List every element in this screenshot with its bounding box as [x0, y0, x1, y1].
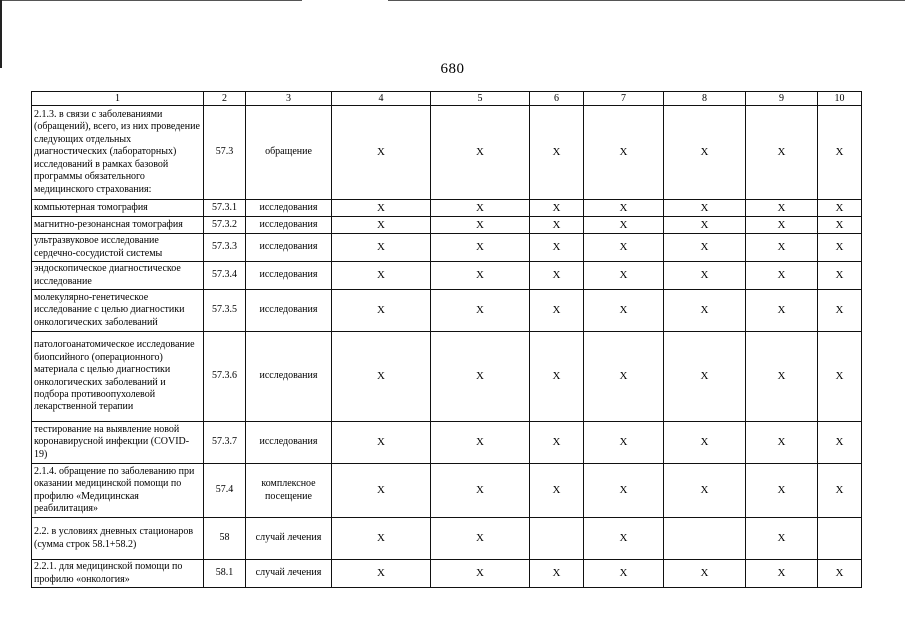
- column-header: 10: [818, 92, 862, 106]
- page-edge-mark: [0, 0, 2, 68]
- cell-mark: X: [746, 332, 818, 422]
- cell-mark: X: [746, 422, 818, 464]
- row-unit: исследования: [246, 234, 332, 262]
- cell-mark: X: [530, 464, 584, 518]
- cell-mark: X: [746, 560, 818, 588]
- row-name: 2.1.4. обращение по заболеванию при оказании медицинской помощи по профилю «Медицинская реабилитация»: [32, 464, 204, 518]
- cell-mark: X: [664, 200, 746, 217]
- cell-mark: X: [584, 262, 664, 290]
- cell-mark: [530, 518, 584, 560]
- row-unit: исследования: [246, 332, 332, 422]
- cell-mark: X: [332, 217, 431, 234]
- column-header: 8: [664, 92, 746, 106]
- row-code: 57.3.1: [204, 200, 246, 217]
- cell-mark: X: [530, 217, 584, 234]
- table-row: [32, 106, 862, 200]
- row-name: 2.1.3. в связи с заболеваниями (обращений), всего, из них проведение следующих отдельных диагностических (лабораторных) исследований в рамках базовой программы обязательного медицинского страхования:: [32, 106, 204, 200]
- row-name: магнитно-резонансная томография: [32, 217, 204, 234]
- cell-mark: X: [584, 106, 664, 200]
- cell-mark: X: [431, 217, 530, 234]
- cell-mark: X: [530, 332, 584, 422]
- cell-mark: X: [664, 106, 746, 200]
- cell-mark: [664, 518, 746, 560]
- cell-mark: X: [664, 234, 746, 262]
- row-code: 57.4: [204, 464, 246, 518]
- column-header: 4: [332, 92, 431, 106]
- cell-mark: X: [431, 262, 530, 290]
- cell-mark: X: [664, 332, 746, 422]
- header-row: [32, 92, 862, 106]
- column-header: 9: [746, 92, 818, 106]
- column-header: 2: [204, 92, 246, 106]
- cell-mark: X: [332, 332, 431, 422]
- cell-mark: X: [530, 234, 584, 262]
- cell-mark: X: [431, 234, 530, 262]
- cell-mark: X: [584, 422, 664, 464]
- cell-mark: X: [818, 106, 862, 200]
- row-name: компьютерная томография: [32, 200, 204, 217]
- cell-mark: X: [530, 422, 584, 464]
- cell-mark: X: [664, 262, 746, 290]
- cell-mark: X: [664, 422, 746, 464]
- row-unit: исследования: [246, 422, 332, 464]
- cell-mark: X: [818, 234, 862, 262]
- row-unit: исследования: [246, 217, 332, 234]
- table-row: [32, 290, 862, 332]
- cell-mark: X: [530, 560, 584, 588]
- cell-mark: X: [746, 217, 818, 234]
- row-name: эндоскопическое диагностическое исследование: [32, 262, 204, 290]
- cell-mark: X: [332, 290, 431, 332]
- cell-mark: X: [332, 422, 431, 464]
- cell-mark: X: [431, 464, 530, 518]
- cell-mark: X: [746, 518, 818, 560]
- cell-mark: X: [746, 200, 818, 217]
- row-code: 57.3: [204, 106, 246, 200]
- cell-mark: X: [746, 234, 818, 262]
- cell-mark: X: [584, 217, 664, 234]
- cell-mark: X: [584, 560, 664, 588]
- top-rule-left: [0, 0, 302, 1]
- cell-mark: X: [530, 200, 584, 217]
- cell-mark: X: [818, 217, 862, 234]
- cell-mark: X: [746, 262, 818, 290]
- cell-mark: X: [818, 464, 862, 518]
- cell-mark: X: [664, 560, 746, 588]
- table-row: [32, 262, 862, 290]
- cell-mark: X: [332, 560, 431, 588]
- row-name: 2.2. в условиях дневных стационаров (сумма строк 58.1+58.2): [32, 518, 204, 560]
- row-unit: случай лечения: [246, 560, 332, 588]
- cell-mark: X: [584, 464, 664, 518]
- row-unit: обращение: [246, 106, 332, 200]
- row-unit: исследования: [246, 200, 332, 217]
- column-header: 3: [246, 92, 332, 106]
- row-code: 57.3.7: [204, 422, 246, 464]
- row-name: 2.2.1. для медицинской помощи по профилю «онкология»: [32, 560, 204, 588]
- cell-mark: X: [664, 290, 746, 332]
- table-row: [32, 422, 862, 464]
- row-unit: исследования: [246, 262, 332, 290]
- row-unit: комплексное посещение: [246, 464, 332, 518]
- cell-mark: X: [746, 106, 818, 200]
- table-row: [32, 518, 862, 560]
- row-code: 57.3.6: [204, 332, 246, 422]
- cell-mark: X: [746, 464, 818, 518]
- cell-mark: X: [530, 262, 584, 290]
- row-unit: случай лечения: [246, 518, 332, 560]
- cell-mark: X: [584, 518, 664, 560]
- data-table: [31, 91, 862, 588]
- column-header: 5: [431, 92, 530, 106]
- cell-mark: X: [530, 106, 584, 200]
- cell-mark: X: [332, 200, 431, 217]
- table-row: [32, 332, 862, 422]
- cell-mark: X: [332, 106, 431, 200]
- cell-mark: X: [818, 332, 862, 422]
- row-code: 58.1: [204, 560, 246, 588]
- table-row: [32, 217, 862, 234]
- column-header: 7: [584, 92, 664, 106]
- cell-mark: X: [332, 464, 431, 518]
- cell-mark: X: [431, 106, 530, 200]
- cell-mark: X: [431, 518, 530, 560]
- cell-mark: X: [664, 464, 746, 518]
- column-header: 1: [32, 92, 204, 106]
- page-number: 680: [440, 61, 465, 77]
- table-row: [32, 200, 862, 217]
- row-name: молекулярно-генетическое исследование с целью диагностики онкологических заболеваний: [32, 290, 204, 332]
- cell-mark: X: [431, 290, 530, 332]
- row-code: 58: [204, 518, 246, 560]
- row-name: ультразвуковое исследование сердечно-сосудистой системы: [32, 234, 204, 262]
- cell-mark: X: [818, 290, 862, 332]
- cell-mark: X: [332, 234, 431, 262]
- row-code: 57.3.4: [204, 262, 246, 290]
- cell-mark: [818, 518, 862, 560]
- cell-mark: X: [431, 422, 530, 464]
- row-name: тестирование на выявление новой коронавирусной инфекции (COVID-19): [32, 422, 204, 464]
- cell-mark: X: [332, 262, 431, 290]
- cell-mark: X: [746, 290, 818, 332]
- cell-mark: X: [584, 234, 664, 262]
- top-rule-right: [388, 0, 905, 1]
- cell-mark: X: [530, 290, 584, 332]
- row-name: патологоанатомическое исследование биопсийного (операционного) материала с целью диагностики онкологических заболеваний и подбора противоопухолевой лекарственной терапии: [32, 332, 204, 422]
- table-row: [32, 234, 862, 262]
- cell-mark: X: [431, 200, 530, 217]
- row-unit: исследования: [246, 290, 332, 332]
- cell-mark: X: [431, 332, 530, 422]
- cell-mark: X: [584, 200, 664, 217]
- table-row: [32, 464, 862, 518]
- cell-mark: X: [818, 422, 862, 464]
- cell-mark: X: [818, 262, 862, 290]
- table-row: [32, 560, 862, 588]
- cell-mark: X: [584, 290, 664, 332]
- cell-mark: X: [332, 518, 431, 560]
- cell-mark: X: [664, 217, 746, 234]
- row-code: 57.3.5: [204, 290, 246, 332]
- cell-mark: X: [818, 200, 862, 217]
- cell-mark: X: [818, 560, 862, 588]
- row-code: 57.3.2: [204, 217, 246, 234]
- cell-mark: X: [431, 560, 530, 588]
- cell-mark: X: [584, 332, 664, 422]
- row-code: 57.3.3: [204, 234, 246, 262]
- column-header: 6: [530, 92, 584, 106]
